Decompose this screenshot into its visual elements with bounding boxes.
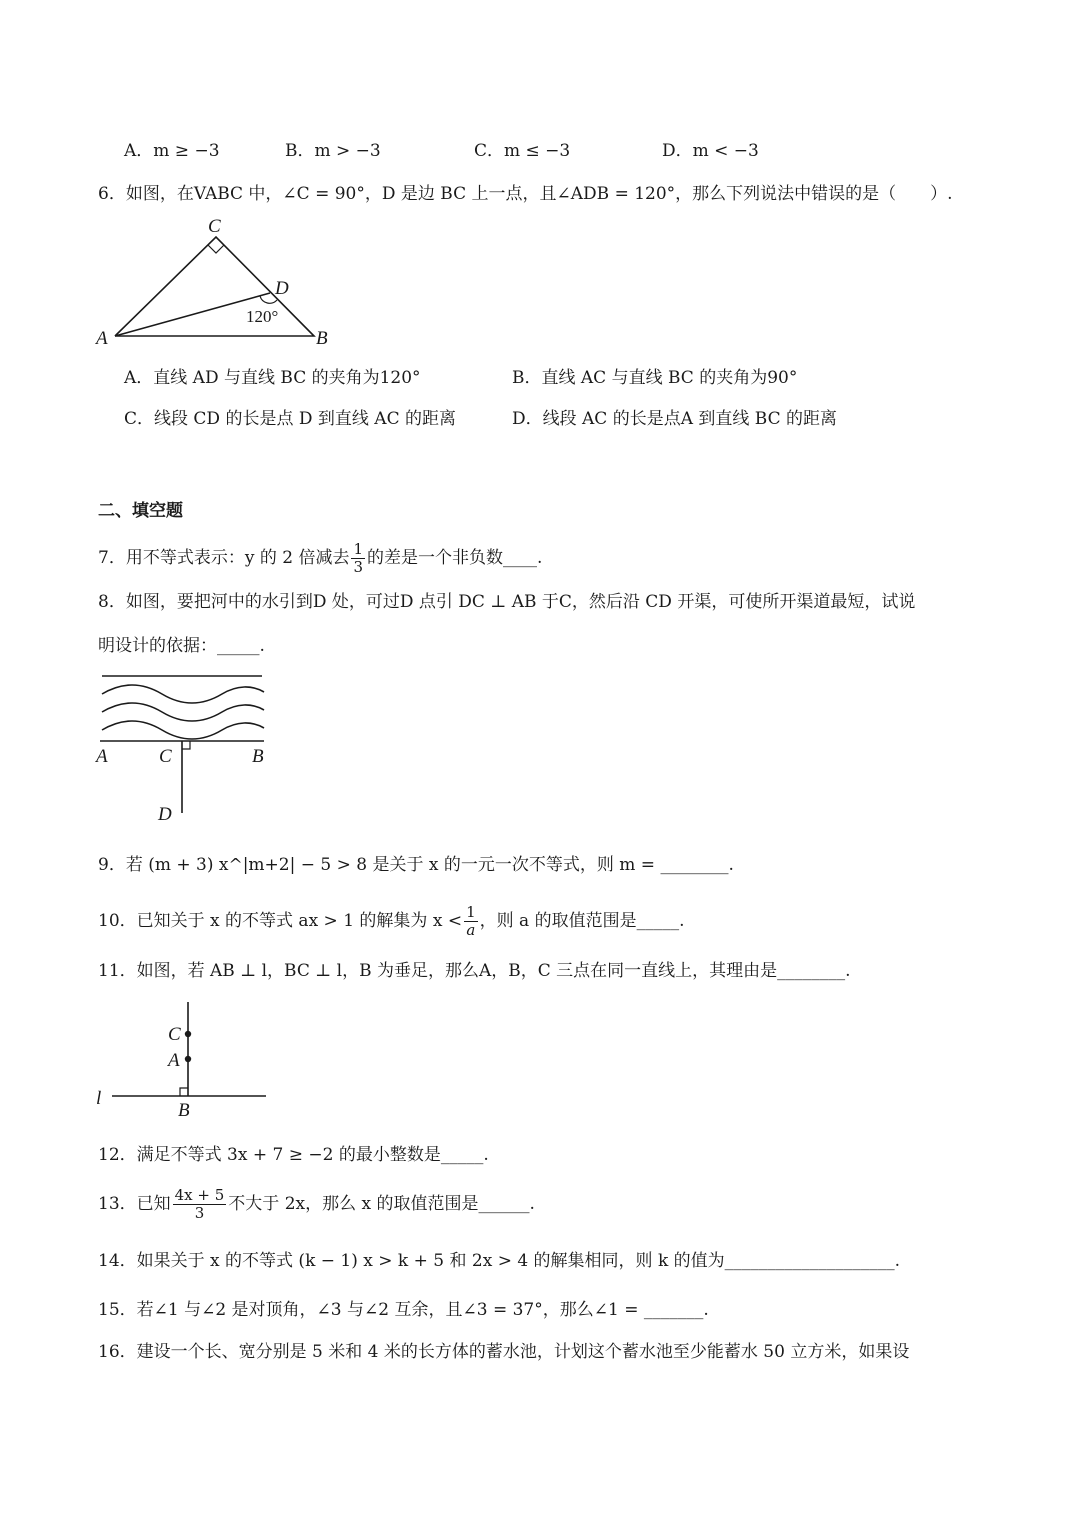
q11: 11．如图，若 AB ⊥ l，BC ⊥ l，B 为垂足，那么A，B，C 三点在同一直线上，其理由是________. bbox=[98, 961, 851, 981]
q13-before: 13．已知 bbox=[98, 1194, 171, 1214]
q15: 15．若∠1 与∠2 是对顶角，∠3 与∠2 互余，且∠3 = 37°，那么∠1 = _______. bbox=[98, 1300, 709, 1320]
q13-frac-den: 3 bbox=[194, 1204, 205, 1222]
q13-frac-num: 4x + 5 bbox=[174, 1186, 225, 1204]
q8-river-figure bbox=[92, 668, 272, 828]
q5-option-d: D．m < −3 bbox=[662, 141, 759, 161]
q7-after: 的差是一个非负数____. bbox=[367, 548, 543, 568]
label-d: D bbox=[275, 278, 289, 299]
right-angle-mark bbox=[208, 245, 224, 253]
q7-fraction bbox=[351, 541, 365, 576]
q16: 16．建设一个长、宽分别是 5 米和 4 米的长方体的蓄水池，计划这个蓄水池至少能蓄水 50 立方米，如果设 bbox=[98, 1342, 910, 1362]
q7-before: 7．用不等式表示：y 的 2 倍减去 bbox=[98, 548, 350, 568]
q6-triangle-figure bbox=[90, 212, 350, 352]
label-d: D bbox=[158, 804, 172, 825]
q13-after: 不大于 2x，那么 x 的取值范围是______. bbox=[228, 1194, 535, 1214]
q5-option-b: B．m > −3 bbox=[285, 141, 381, 161]
q7 bbox=[98, 540, 542, 576]
point-c bbox=[185, 1031, 191, 1037]
q14: 14．如果关于 x 的不等式 (k − 1) x > k + 5 和 2x > 4 的解集相同，则 k 的值为____________________. bbox=[98, 1251, 901, 1271]
q7-frac-num: 1 bbox=[353, 540, 363, 558]
q12: 12．满足不等式 3x + 7 ≥ −2 的最小整数是_____. bbox=[98, 1145, 489, 1165]
wave-2 bbox=[102, 703, 264, 721]
label-c: C bbox=[159, 746, 172, 767]
label-b: B bbox=[178, 1100, 190, 1121]
point-a bbox=[185, 1056, 191, 1062]
q6-stem: 6．如图，在VABC 中，∠C = 90°，D 是边 BC 上一点，且∠ADB = 120°，那么下列说法中错误的是（ ）. bbox=[98, 184, 953, 204]
q10-before: 10．已知关于 x 的不等式 ax > 1 的解集为 x < bbox=[98, 911, 463, 931]
q5-option-a: A．m ≥ −3 bbox=[124, 141, 220, 161]
q10 bbox=[98, 901, 684, 941]
q8-line-1: 8．如图，要把河中的水引到D 处，可过D 点引 DC ⊥ AB 于C，然后沿 CD 开渠，可使所开渠道最短，试说 bbox=[98, 592, 916, 612]
label-c: C bbox=[168, 1024, 181, 1045]
wave-1 bbox=[102, 685, 264, 703]
q9: 9．若 (m + 3) x^|m+2| − 5 > 8 是关于 x 的一元一次不等式，则 m = ________. bbox=[98, 855, 734, 875]
q8-line-2: 明设计的依据：_____. bbox=[98, 636, 265, 656]
q10-after: ，则 a 的取值范围是_____. bbox=[479, 911, 685, 931]
label-a: A bbox=[96, 328, 108, 349]
label-b: B bbox=[252, 746, 264, 767]
q11-perpendicular-figure bbox=[92, 998, 272, 1123]
label-angle: 120° bbox=[246, 307, 279, 326]
q5-option-c: C．m ≤ −3 bbox=[474, 141, 571, 161]
label-b: B bbox=[316, 328, 328, 349]
q7-frac-den: 3 bbox=[353, 558, 363, 576]
q10-fraction bbox=[464, 904, 478, 939]
section-title: 二、填空题 bbox=[98, 501, 183, 521]
label-a: A bbox=[168, 1050, 180, 1071]
right-angle-mark bbox=[180, 1088, 188, 1096]
wave-3 bbox=[102, 721, 264, 739]
q6-option-c: C．线段 CD 的长是点 D 到直线 AC 的距离 bbox=[124, 409, 456, 429]
q13-fraction bbox=[173, 1187, 227, 1222]
q13 bbox=[98, 1184, 535, 1224]
q6-option-d: D．线段 AC 的长是点A 到直线 BC 的距离 bbox=[512, 409, 838, 429]
q10-frac-num: 1 bbox=[466, 903, 476, 921]
q10-frac-den: a bbox=[466, 921, 476, 939]
q6-option-a: A．直线 AD 与直线 BC 的夹角为120° bbox=[124, 368, 421, 388]
label-l: l bbox=[96, 1088, 102, 1109]
label-a: A bbox=[96, 746, 108, 767]
right-angle-mark bbox=[182, 741, 190, 749]
label-c: C bbox=[208, 216, 221, 237]
q6-option-b: B．直线 AC 与直线 BC 的夹角为90° bbox=[512, 368, 798, 388]
